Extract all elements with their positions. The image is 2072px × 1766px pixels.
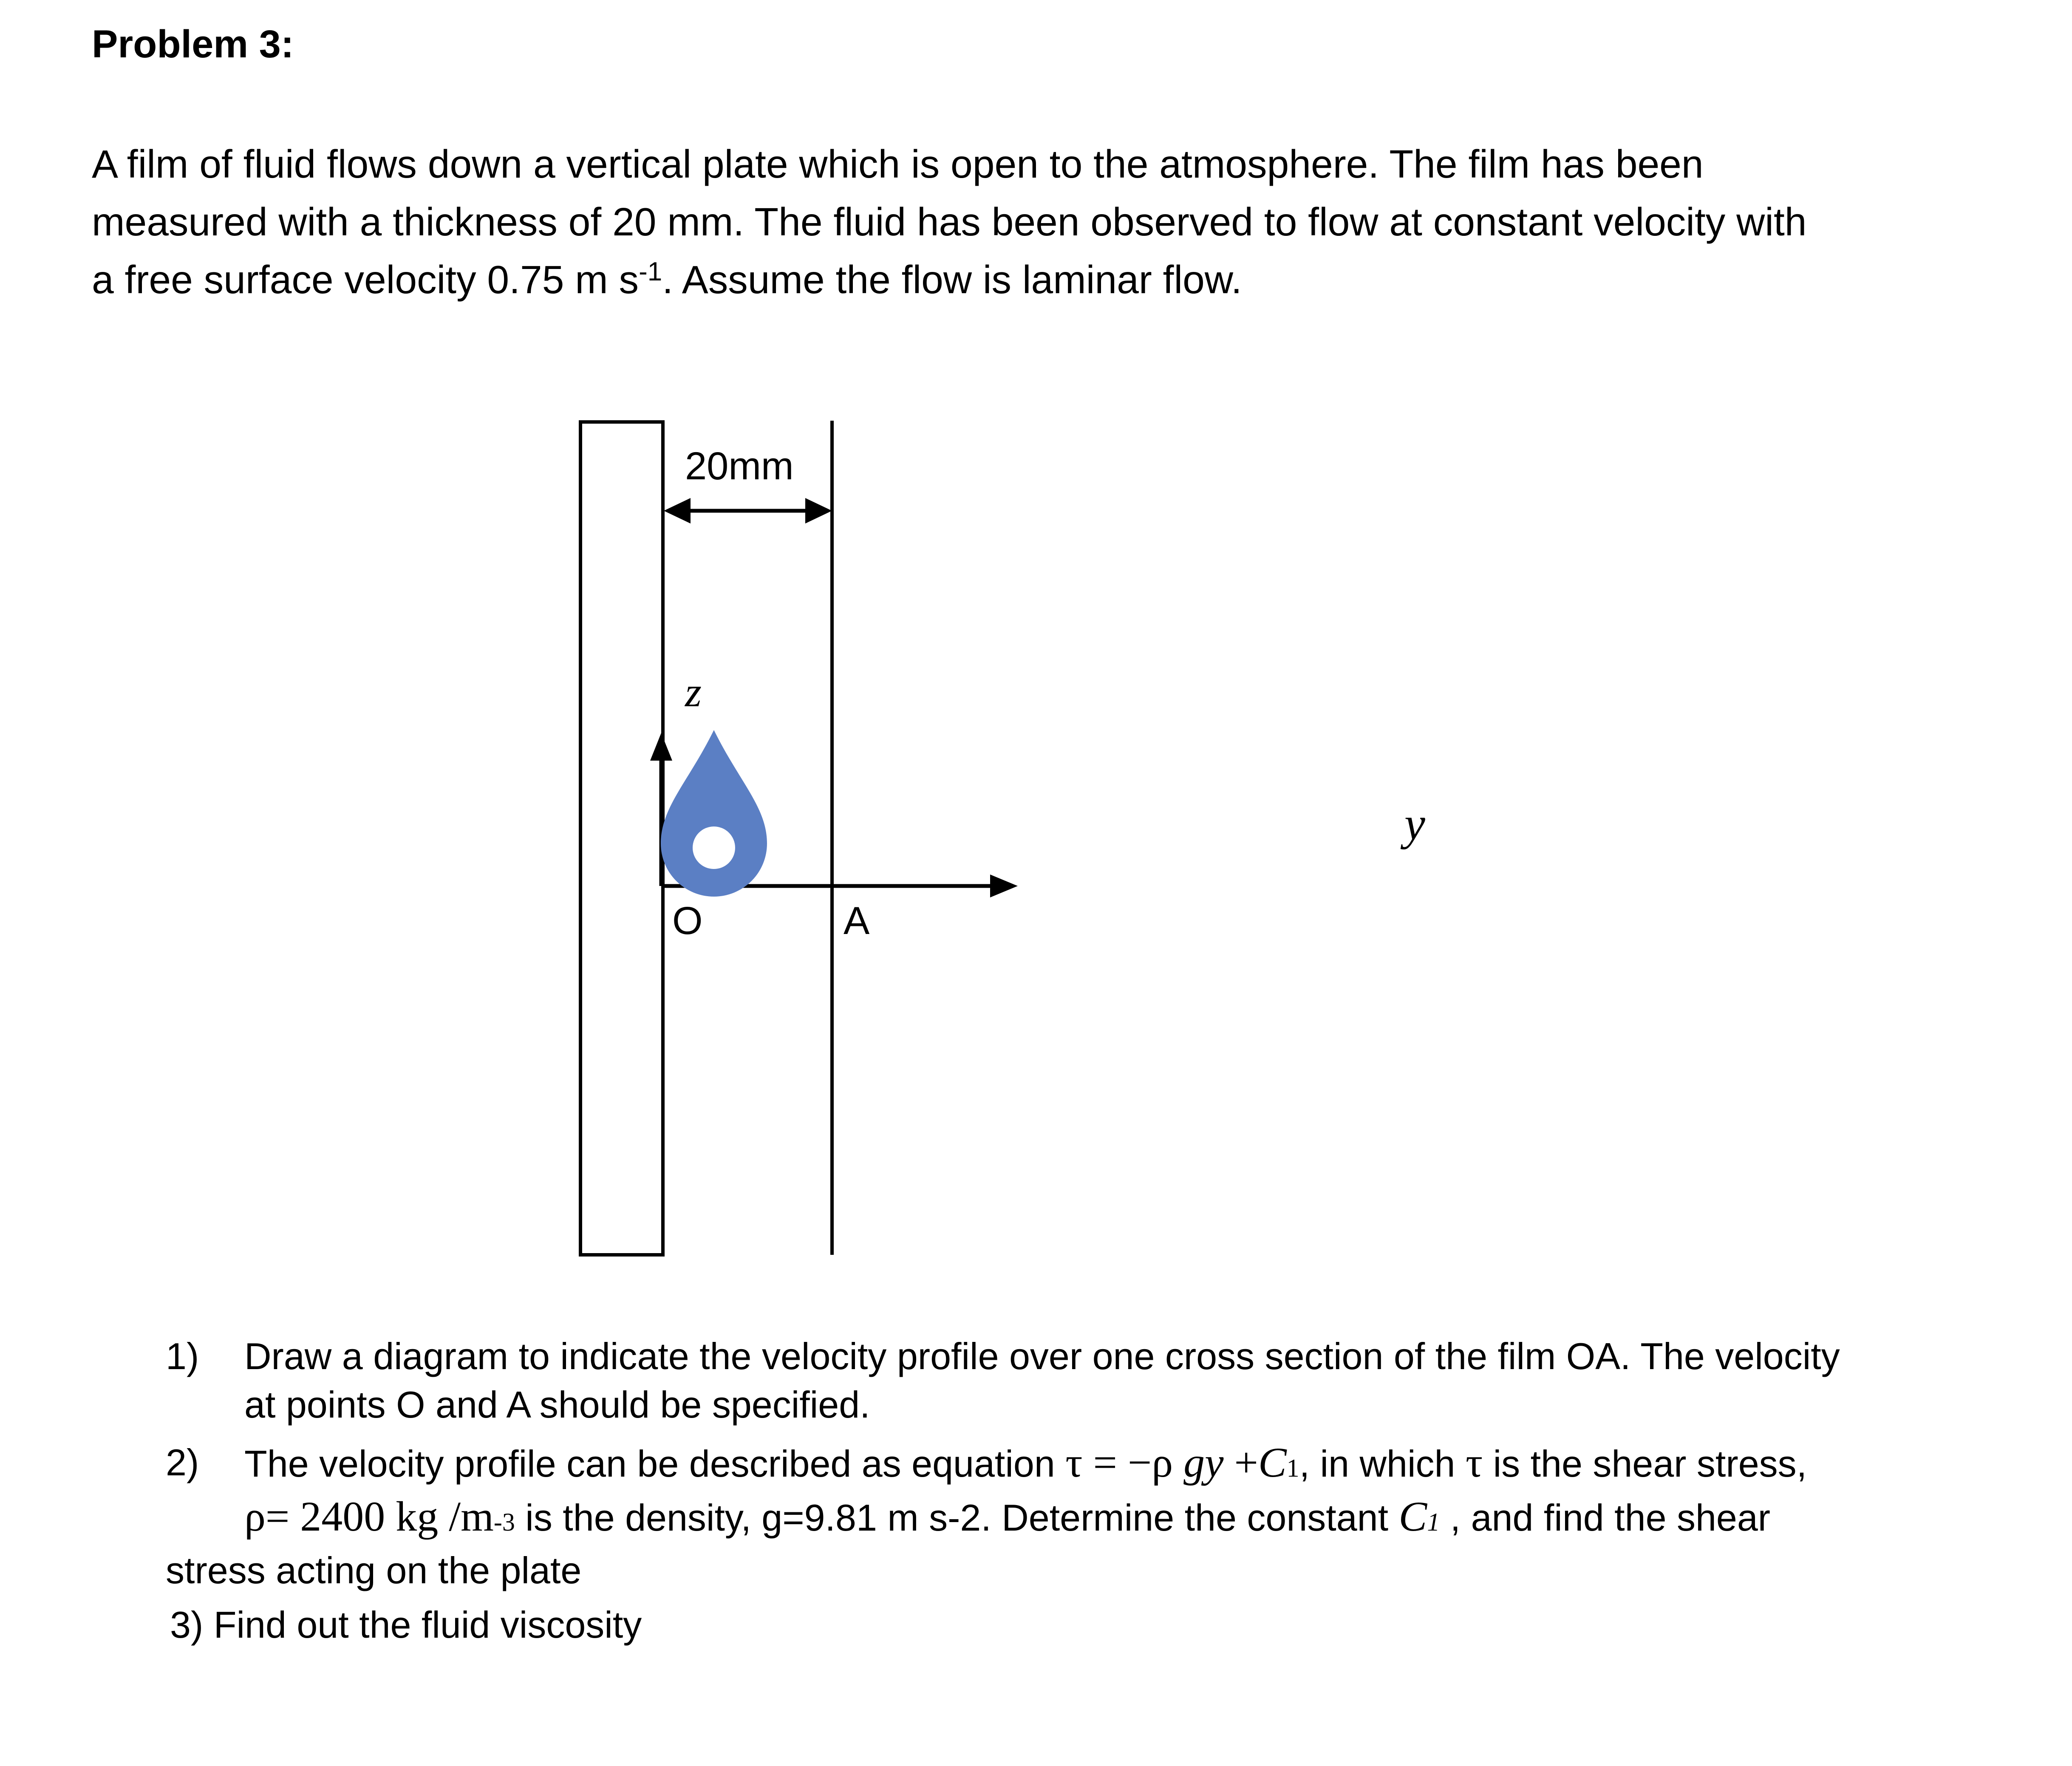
question-2: [166, 1438, 2044, 1595]
density-exponent: -3: [493, 1508, 515, 1536]
constant-c1-sub: 1: [1427, 1508, 1440, 1536]
vertical-plate: [580, 422, 663, 1255]
drop-shape: [661, 730, 767, 897]
equation-rho: = −ρ: [1082, 1439, 1184, 1486]
tau-symbol-2: τ: [1465, 1439, 1483, 1486]
q2-text-d: is the density, g=9.81 m s-2. Determine the constant: [515, 1497, 1399, 1539]
drop-hole: [693, 826, 735, 869]
q2-text-c: is the shear stress,: [1483, 1443, 1807, 1485]
y-axis-label: y: [1404, 798, 1425, 849]
z-axis-label: z: [685, 668, 702, 716]
question-1-line-1: Draw a diagram to indicate the velocity profile over one cross section of the film OA. The velocity: [244, 1335, 1840, 1377]
question-1-number: 1): [166, 1335, 199, 1377]
question-1-line-2: at points O and A should be specified.: [244, 1384, 870, 1426]
statement-line-2: measured with a thickness of 20 mm. The fluid has been observed to flow at constant velocity with: [92, 200, 1807, 244]
thickness-arrow-left-head: [664, 498, 691, 524]
tau-symbol: τ: [1065, 1439, 1083, 1486]
equation-c1-sub: 1: [1286, 1454, 1299, 1482]
question-2-number: 2): [166, 1441, 199, 1483]
velocity-text: a free surface velocity 0.75 m s: [92, 258, 639, 302]
problem-title: Problem 3:: [92, 23, 294, 66]
equation-gy: gy: [1183, 1439, 1224, 1486]
point-a-label: A: [844, 899, 870, 942]
q2-text-b: , in which: [1299, 1443, 1466, 1485]
equation-plus: +: [1223, 1439, 1258, 1486]
thickness-arrow-right-head: [805, 498, 832, 524]
density-expression: ρ= 2400 kg /m: [244, 1493, 494, 1540]
q2-text-a: The velocity profile can be described as equation: [244, 1443, 1066, 1485]
question-2-line-1: [244, 1438, 2044, 1492]
question-2-line-3: stress acting on the plate: [166, 1549, 582, 1591]
laminar-text: . Assume the flow is laminar flow.: [662, 258, 1242, 302]
question-1: [166, 1332, 2044, 1429]
question-list: [166, 1332, 2044, 1649]
q2-text-e: , and find the shear: [1440, 1497, 1771, 1539]
y-axis-head: [990, 875, 1018, 897]
constant-c1: C: [1398, 1493, 1427, 1540]
question-2-line-2: [244, 1492, 2044, 1546]
fluid-drop-icon: [661, 730, 767, 897]
velocity-exponent: -1: [639, 257, 662, 286]
question-3: 3) Find out the fluid viscosity: [170, 1604, 642, 1646]
statement-line-1: A film of fluid flows down a vertical plate which is open to the atmosphere. The film has been: [92, 142, 1704, 186]
equation-c1: C: [1258, 1439, 1287, 1486]
thickness-label: 20mm: [685, 444, 794, 488]
point-o-label: O: [672, 899, 703, 942]
